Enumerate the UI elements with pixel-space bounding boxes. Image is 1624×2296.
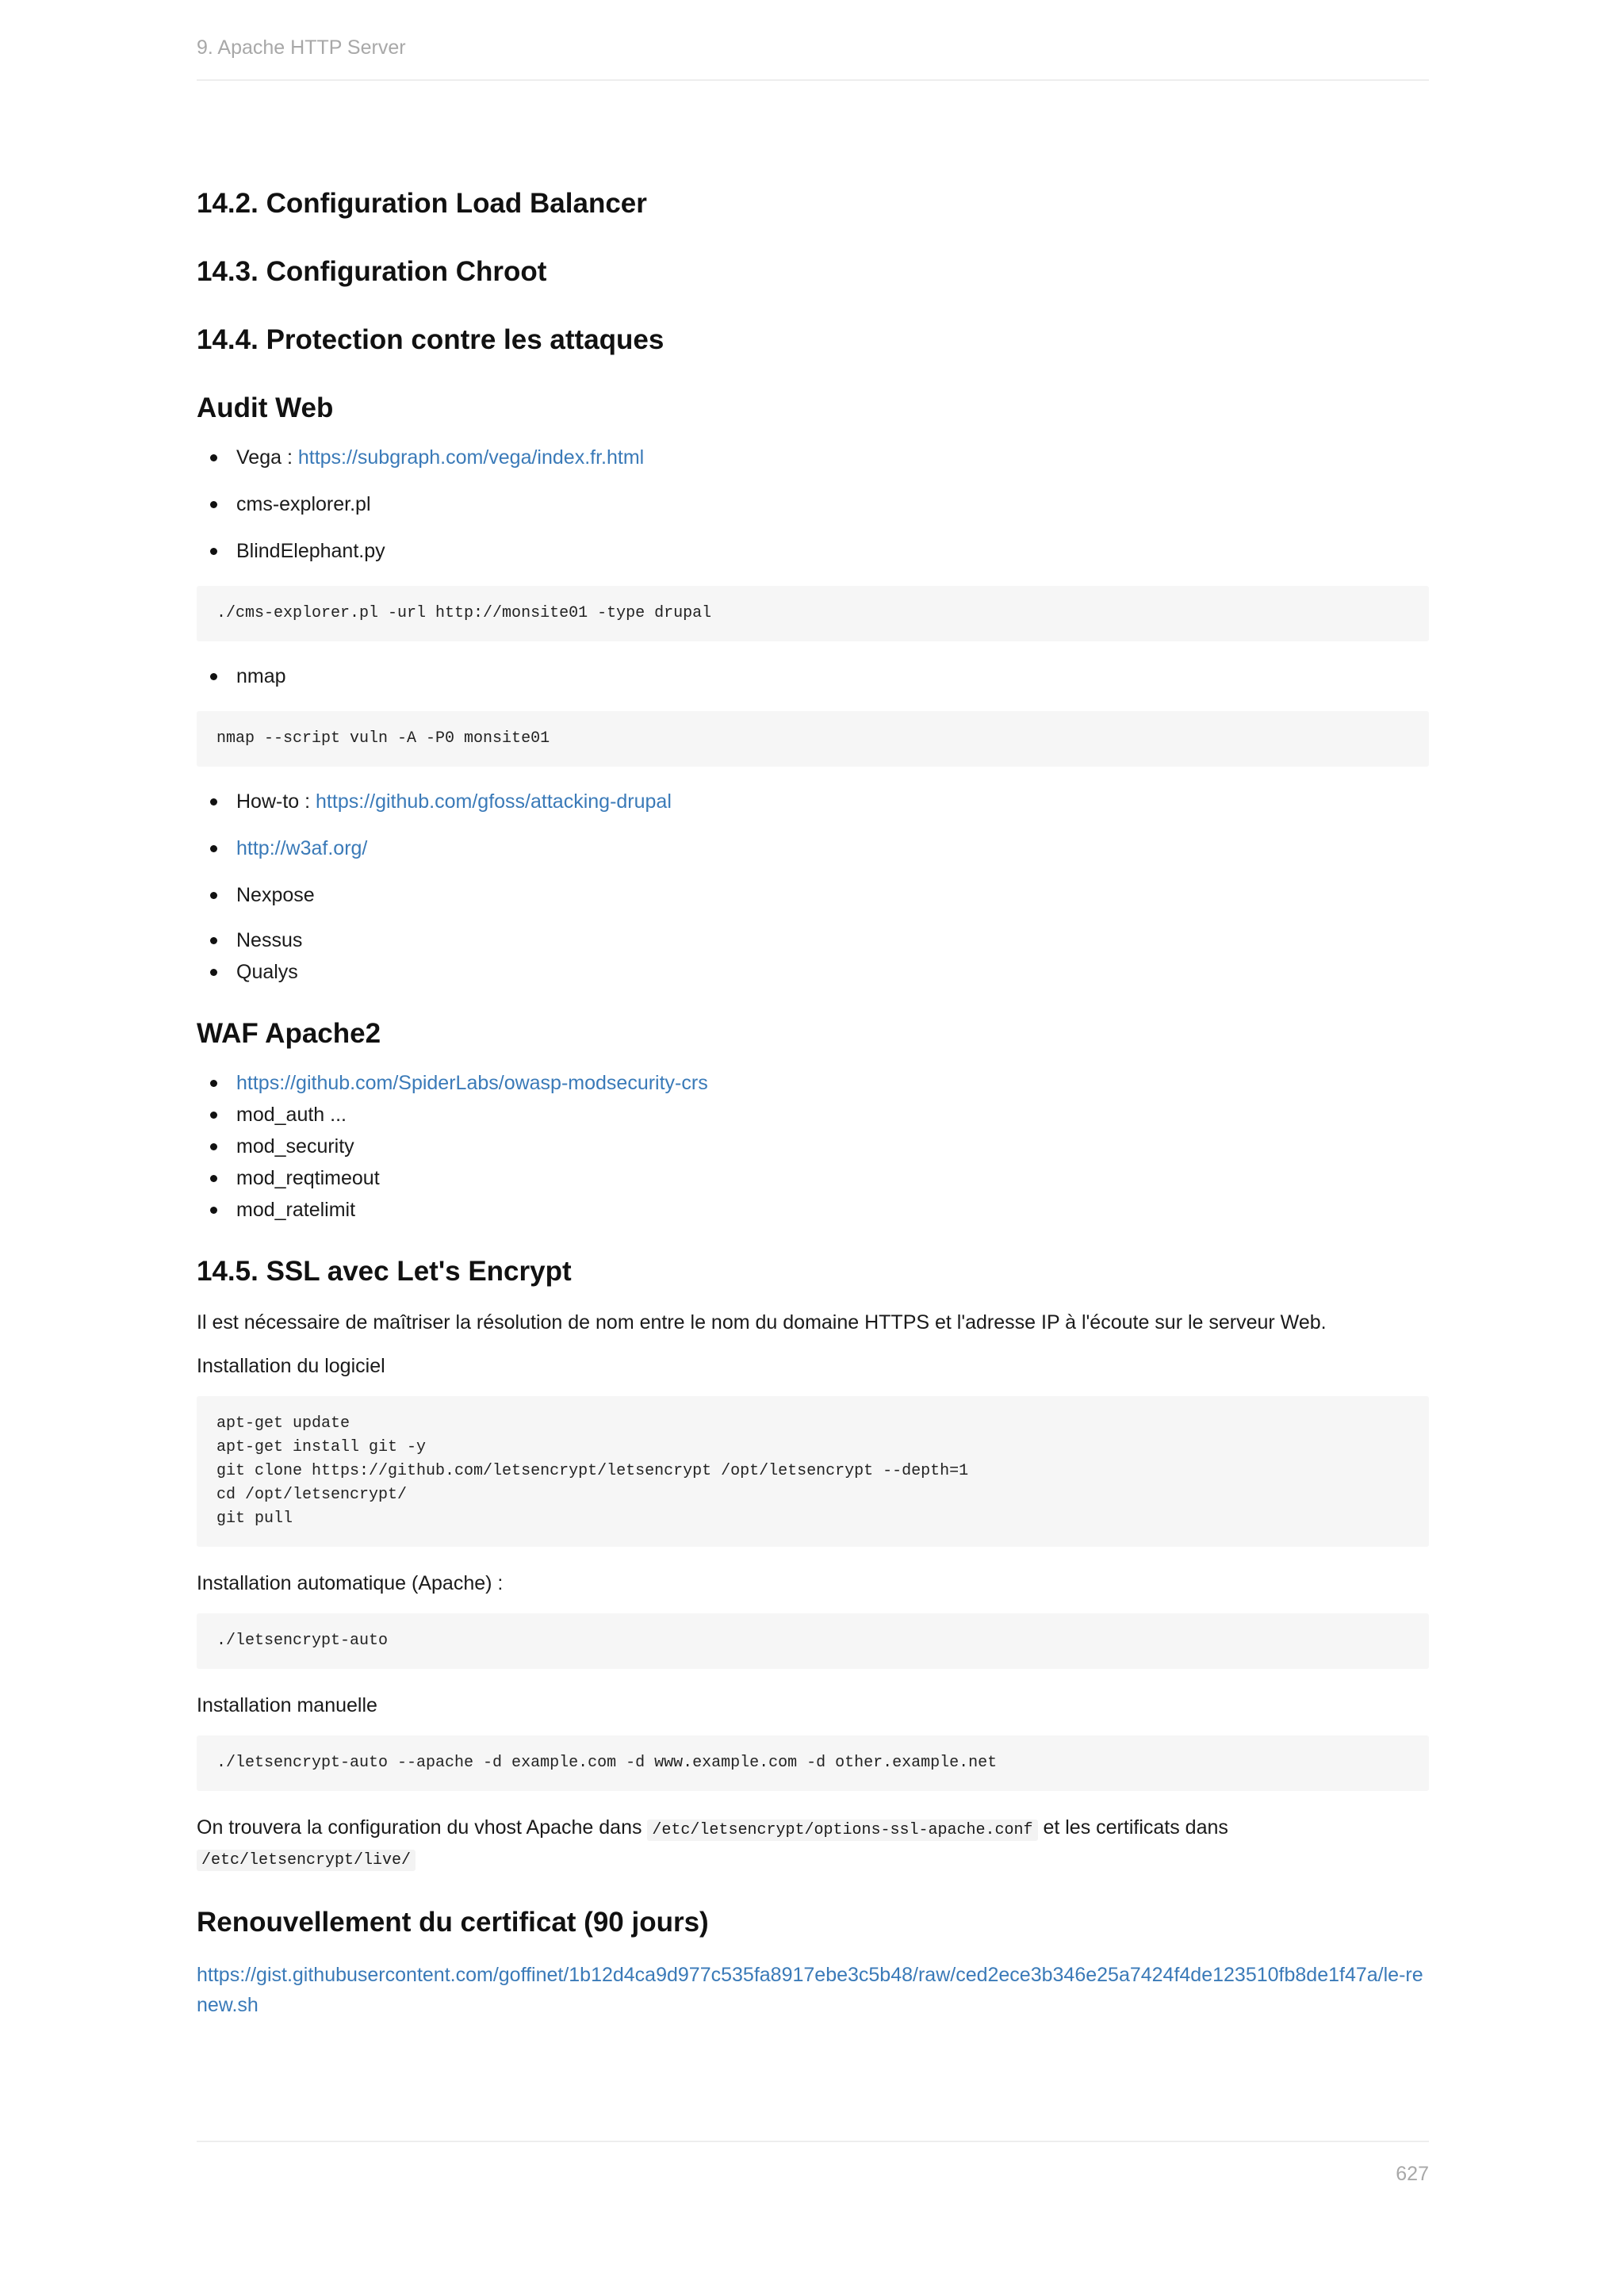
header-divider (197, 79, 1429, 81)
list-item: cms-explorer.pl (197, 492, 1429, 516)
main-content (197, 187, 1429, 2037)
live-path-code: /etc/letsencrypt/live/ (197, 1850, 416, 1871)
heading-waf: WAF Apache2 (197, 1018, 381, 1049)
list-item: mod_ratelimit (197, 1198, 1429, 1222)
list-item: Nessus (197, 928, 1429, 952)
heading-ssl: 14.5. SSL avec Let's Encrypt (197, 1256, 572, 1287)
w3af-link[interactable]: http://w3af.org/ (236, 837, 368, 859)
code-block-install: apt-get update apt-get install git -y git clone https://github.com/letsencrypt/letsencrypt /opt/letsencrypt --depth=1 cd /opt/letsencrypt/ git pull (197, 1396, 1429, 1547)
manual-install-label: Installation manuelle (197, 1694, 377, 1716)
code-block-cms-explorer: ./cms-explorer.pl -url http://monsite01 -type drupal (197, 586, 1429, 641)
list-item (197, 836, 1429, 860)
audit-tools-list (197, 446, 1429, 563)
list-item: mod_security (197, 1135, 1429, 1158)
list-item: BlindElephant.py (197, 539, 1429, 563)
page-number: 627 (1396, 2163, 1429, 2185)
audit-resources-list (197, 790, 1429, 907)
vega-link[interactable]: https://subgraph.com/vega/index.fr.html (297, 446, 645, 469)
nmap-list (197, 664, 1429, 688)
code-block-nmap: nmap --script vuln -A -P0 monsite01 (197, 711, 1429, 767)
howto-link[interactable]: https://github.com/gfoss/attacking-drupal (316, 790, 672, 813)
list-item: Nexpose (197, 883, 1429, 907)
list-item: nmap (197, 664, 1429, 688)
renew-script-link[interactable]: https://gist.githubusercontent.com/goffinet/1b12d4ca9d977c535fa8917ebe3c5b48/raw/ced2ece3b346e25a7424f4de123510fb8de1f47a/le-renew.sh (197, 1964, 1423, 2016)
list-item: mod_reqtimeout (197, 1166, 1429, 1190)
list-item: Vega : https://subgraph.com/vega/index.fr.html (197, 446, 1429, 469)
heading-audit-web: Audit Web (197, 392, 334, 423)
list-item (197, 1071, 1429, 1095)
footer-divider (197, 2141, 1429, 2142)
scanner-list (197, 928, 1429, 984)
heading-load-balancer: 14.2. Configuration Load Balancer (197, 188, 647, 219)
auto-install-label: Installation automatique (Apache) : (197, 1572, 504, 1594)
running-header: 9. Apache HTTP Server (197, 36, 406, 59)
ssl-intro: Il est nécessaire de maîtriser la résolution de nom entre le nom du domaine HTTPS et l'adresse IP à l'écoute sur le serveur Web. (197, 1311, 1327, 1334)
install-label: Installation du logiciel (197, 1355, 385, 1377)
owasp-link[interactable]: https://github.com/SpiderLabs/owasp-modsecurity-crs (236, 1072, 708, 1094)
list-item: mod_auth ... (197, 1103, 1429, 1127)
heading-renew: Renouvellement du certificat (90 jours) (197, 1907, 709, 1938)
waf-list (197, 1071, 1429, 1222)
vhost-path-code: /etc/letsencrypt/options-ssl-apache.conf (647, 1820, 1037, 1841)
code-block-manual: ./letsencrypt-auto --apache -d example.com -d www.example.com -d other.example.net (197, 1735, 1429, 1791)
heading-protection: 14.4. Protection contre les attaques (197, 324, 665, 355)
list-item: Qualys (197, 960, 1429, 984)
code-block-auto: ./letsencrypt-auto (197, 1613, 1429, 1669)
vhost-paragraph: On trouvera la configuration du vhost Apache dans /etc/letsencrypt/options-ssl-apache.conf et les certificats dans /etc/letsencrypt/live/ (197, 1816, 1228, 1869)
heading-chroot: 14.3. Configuration Chroot (197, 256, 547, 287)
list-item: How-to : https://github.com/gfoss/attacking-drupal (197, 790, 1429, 813)
renew-paragraph (197, 1960, 1429, 2020)
